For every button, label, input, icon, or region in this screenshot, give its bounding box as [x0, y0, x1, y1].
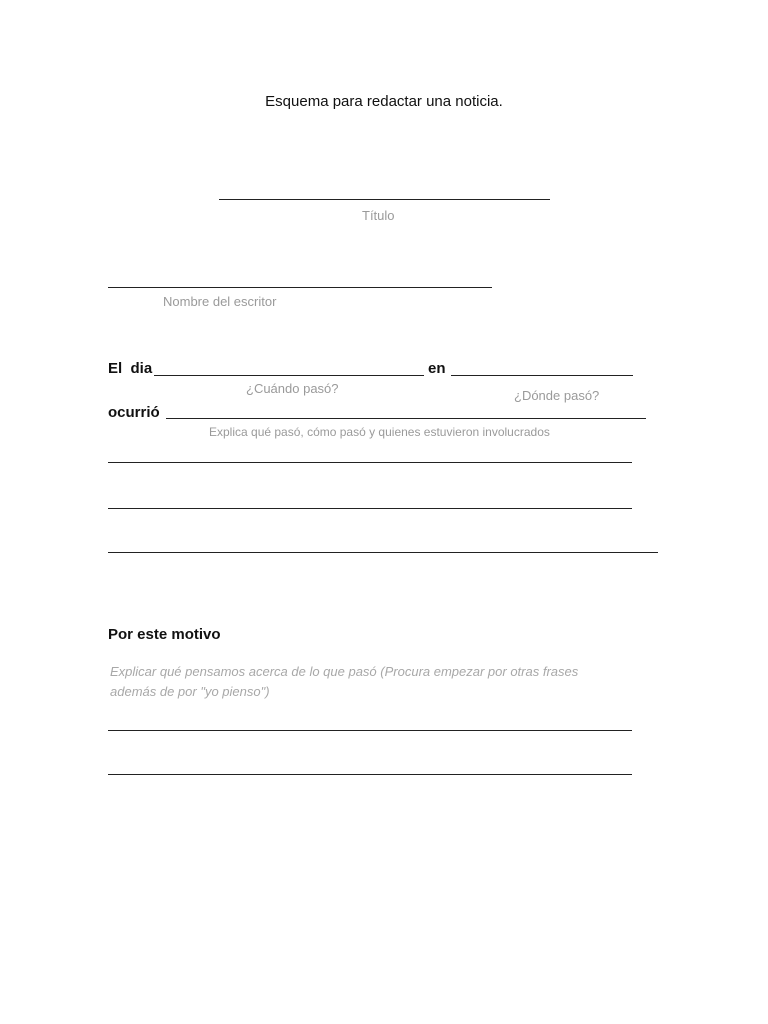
document-heading: Esquema para redactar una noticia.: [265, 93, 503, 110]
answer-line-1[interactable]: [108, 462, 632, 463]
opinion-hint-line-1: Explicar qué pensamos acerca de lo que pasó (Procura empezar por otras frases: [110, 664, 579, 679]
when-blank-line[interactable]: [154, 375, 424, 376]
day-label: El dia: [108, 360, 153, 377]
when-hint: ¿Cuándo pasó?: [246, 381, 339, 396]
title-blank-line[interactable]: [219, 199, 550, 200]
where-hint: ¿Dónde pasó?: [514, 388, 600, 403]
occurred-blank-line[interactable]: [166, 418, 646, 419]
answer-line-3[interactable]: [108, 552, 658, 553]
opinion-line-2[interactable]: [108, 774, 632, 775]
occurred-label: ocurrió: [108, 404, 160, 421]
writer-blank-line[interactable]: [108, 287, 492, 288]
motive-label: Por este motivo: [108, 626, 221, 643]
writer-hint: Nombre del escritor: [163, 294, 277, 309]
in-label: en: [428, 360, 446, 377]
opinion-hint-line-2: además de por "yo pienso"): [110, 684, 270, 699]
answer-line-2[interactable]: [108, 508, 632, 509]
where-blank-line[interactable]: [451, 375, 633, 376]
opinion-line-1[interactable]: [108, 730, 632, 731]
title-hint: Título: [362, 208, 395, 223]
explain-hint: Explica qué pasó, cómo pasó y quienes estuvieron involucrados: [209, 425, 550, 439]
